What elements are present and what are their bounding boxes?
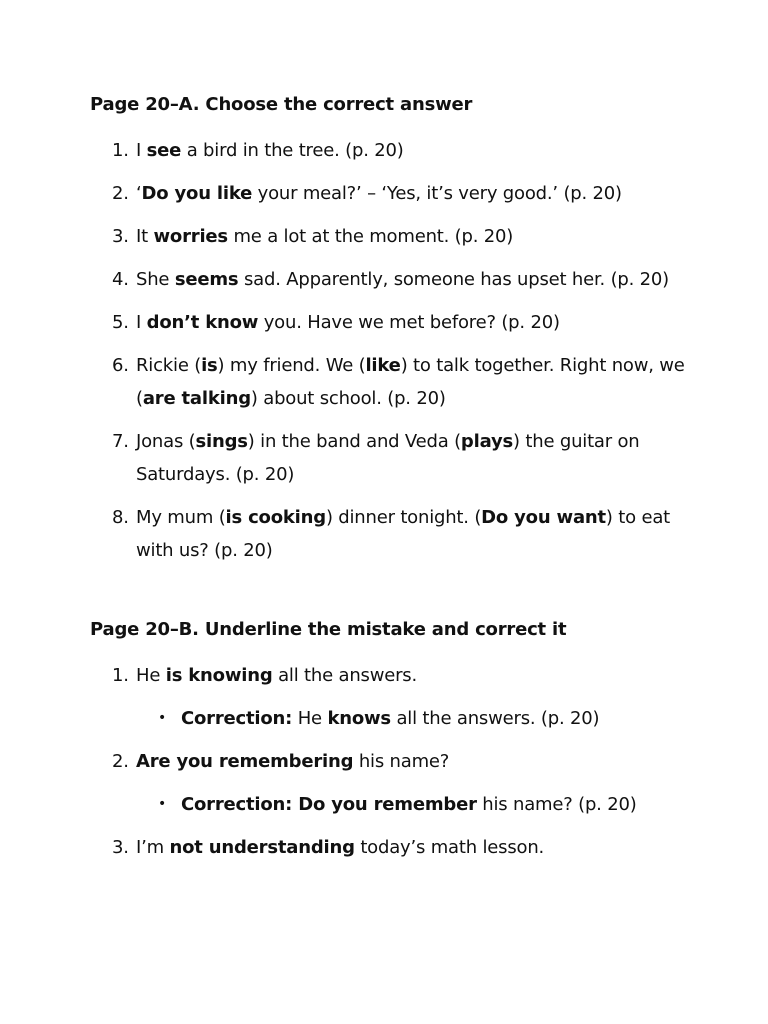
answer-text: are talking: [142, 388, 251, 409]
question-text: ) in the band and Veda (: [247, 431, 461, 452]
answer-text: is cooking: [225, 507, 326, 528]
question-text: your meal?’ – ‘Yes, it’s very good.’ (p. 20): [252, 183, 622, 204]
item-sentence: [136, 355, 685, 409]
correction-item: [136, 702, 690, 735]
question-item: [90, 831, 690, 864]
item-sentence: [136, 226, 513, 247]
answer-text: seems: [174, 269, 239, 290]
question-text: me a lot at the moment. (p. 20): [227, 226, 514, 247]
question-text: ) to eat with us? (p. 20): [136, 507, 671, 561]
section-a-title: Page 20–A. Choose the correct answer: [90, 94, 473, 115]
item-sentence: [136, 507, 670, 561]
question-item: [90, 659, 690, 735]
worksheet-page: [90, 92, 690, 874]
item-number: 2.: [112, 183, 129, 204]
question-text: ) about school. (p. 20): [250, 388, 446, 409]
answer-text: plays: [460, 431, 514, 452]
question-text: ) my friend. We (: [217, 355, 366, 376]
item-number: 3.: [112, 837, 129, 858]
question-item: [90, 501, 690, 567]
answer-text: sings: [195, 431, 248, 452]
correction-list: [136, 702, 690, 735]
answer-text: don’t know: [146, 312, 259, 333]
bullet-icon: •: [158, 796, 167, 812]
question-text: ) dinner tonight. (: [325, 507, 482, 528]
correction-list: [136, 788, 690, 821]
question-text: My mum (: [136, 507, 226, 528]
question-item: [90, 349, 690, 415]
question-text: I: [136, 140, 147, 161]
section-b-list: [90, 659, 690, 864]
question-text: Jonas (: [136, 431, 196, 452]
item-sentence: [136, 431, 640, 485]
answer-text: Correction:: [181, 708, 293, 729]
answer-text: not understanding: [169, 837, 355, 858]
item-sentence: [136, 751, 449, 772]
item-sentence: [136, 183, 622, 204]
answer-text: Do you want: [481, 507, 606, 528]
answer-text: is knowing: [165, 665, 273, 686]
question-text: you. Have we met before? (p. 20): [258, 312, 560, 333]
question-item: [90, 263, 690, 296]
answer-text: like: [365, 355, 401, 376]
answer-text: worries: [153, 226, 228, 247]
question-text: all the answers. (p. 20): [390, 708, 600, 729]
question-item: [90, 134, 690, 167]
question-item: [90, 425, 690, 491]
question-text: ) the guitar on Saturdays. (p. 20): [136, 431, 640, 485]
correction-sentence: [181, 794, 637, 815]
answer-text: Do you like: [141, 183, 253, 204]
item-sentence: [136, 312, 560, 333]
question-item: [90, 220, 690, 253]
bullet-icon: •: [158, 710, 167, 726]
answer-text: see: [146, 140, 182, 161]
section-b-title: Page 20–B. Underline the mistake and correct it: [90, 619, 567, 640]
question-text: I: [136, 312, 147, 333]
item-sentence: [136, 140, 404, 161]
answer-text: Correction: Do you remember: [181, 794, 477, 815]
question-text: Rickie (: [136, 355, 202, 376]
answer-text: Are you remembering: [136, 751, 354, 772]
item-number: 1.: [112, 665, 129, 686]
question-item: [90, 306, 690, 339]
question-text: ) to talk together. Right now, we (: [136, 355, 685, 409]
question-text: He: [136, 665, 166, 686]
question-text: today’s math lesson.: [354, 837, 545, 858]
section-a-list: [90, 134, 690, 567]
correction-sentence: [181, 708, 599, 729]
item-sentence: [136, 269, 669, 290]
question-text: I’m: [136, 837, 170, 858]
question-text: sad. Apparently, someone has upset her. (p. 20): [238, 269, 670, 290]
question-text: all the answers.: [272, 665, 417, 686]
question-item: [90, 745, 690, 821]
question-text: a bird in the tree. (p. 20): [181, 140, 404, 161]
item-number: 3.: [112, 226, 129, 247]
question-text: ‘: [136, 183, 142, 204]
question-item: [90, 177, 690, 210]
answer-text: knows: [327, 708, 391, 729]
question-text: his name?: [353, 751, 450, 772]
item-number: 6.: [112, 355, 129, 376]
item-number: 5.: [112, 312, 129, 333]
item-number: 4.: [112, 269, 129, 290]
item-number: 2.: [112, 751, 129, 772]
item-number: 8.: [112, 507, 129, 528]
question-text: his name? (p. 20): [476, 794, 637, 815]
question-text: She: [136, 269, 175, 290]
correction-item: [136, 788, 690, 821]
answer-text: is: [201, 355, 218, 376]
item-sentence: [136, 837, 544, 858]
item-number: 1.: [112, 140, 129, 161]
item-sentence: [136, 665, 417, 686]
question-text: He: [292, 708, 328, 729]
question-text: It: [136, 226, 154, 247]
item-number: 7.: [112, 431, 129, 452]
